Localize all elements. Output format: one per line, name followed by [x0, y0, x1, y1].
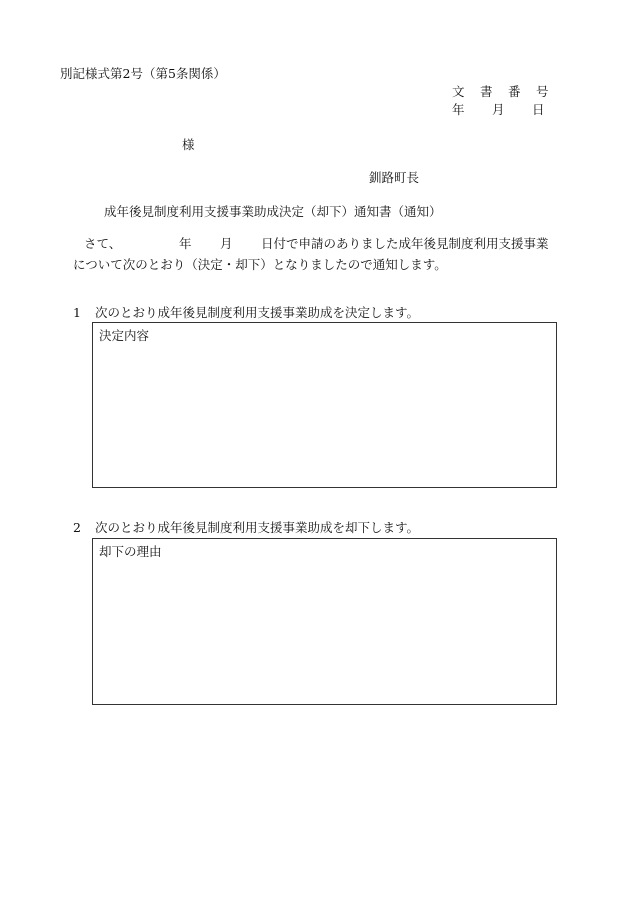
- section-1-heading: [73, 307, 419, 320]
- addressee-honorific: 様: [182, 137, 195, 152]
- doc-number-char: 号: [536, 84, 549, 99]
- body-day-text: 日付で申請のありました成年後見制度利用支援事業: [261, 236, 549, 251]
- body-intro: さて、: [84, 236, 122, 251]
- date-year-label: 年: [452, 102, 465, 117]
- rejection-reason-box: [92, 538, 557, 705]
- decision-content-box: [92, 322, 557, 488]
- section-text: 次のとおり成年後見制度利用支援事業助成を決定します。: [95, 305, 420, 320]
- section-text: 次のとおり成年後見制度利用支援事業助成を却下します。: [95, 520, 420, 535]
- rejection-reason-label: 却下の理由: [99, 544, 162, 559]
- section-number: 1: [73, 305, 81, 320]
- form-number-label: 別記様式第2号（第5条関係）: [60, 66, 226, 81]
- body-year: 年: [179, 236, 192, 251]
- section-2-heading: [73, 522, 419, 535]
- document-date-label: [452, 104, 545, 117]
- body-line-2: について次のとおり（決定・却下）となりましたので通知します。: [73, 257, 447, 272]
- doc-number-char: 文: [452, 84, 465, 99]
- body-month: 月: [220, 236, 233, 251]
- document-title: 成年後見制度利用支援事業助成決定（却下）通知書（通知）: [104, 204, 442, 219]
- date-month-label: 月: [492, 102, 505, 117]
- section-number: 2: [73, 520, 81, 535]
- sender-title: 釧路町長: [369, 170, 420, 185]
- doc-number-char: 書: [480, 84, 493, 99]
- body-line-1: [84, 238, 549, 251]
- date-day-label: 日: [532, 102, 545, 117]
- document-number-label: [452, 86, 549, 99]
- decision-content-label: 決定内容: [99, 328, 150, 343]
- doc-number-char: 番: [508, 84, 521, 99]
